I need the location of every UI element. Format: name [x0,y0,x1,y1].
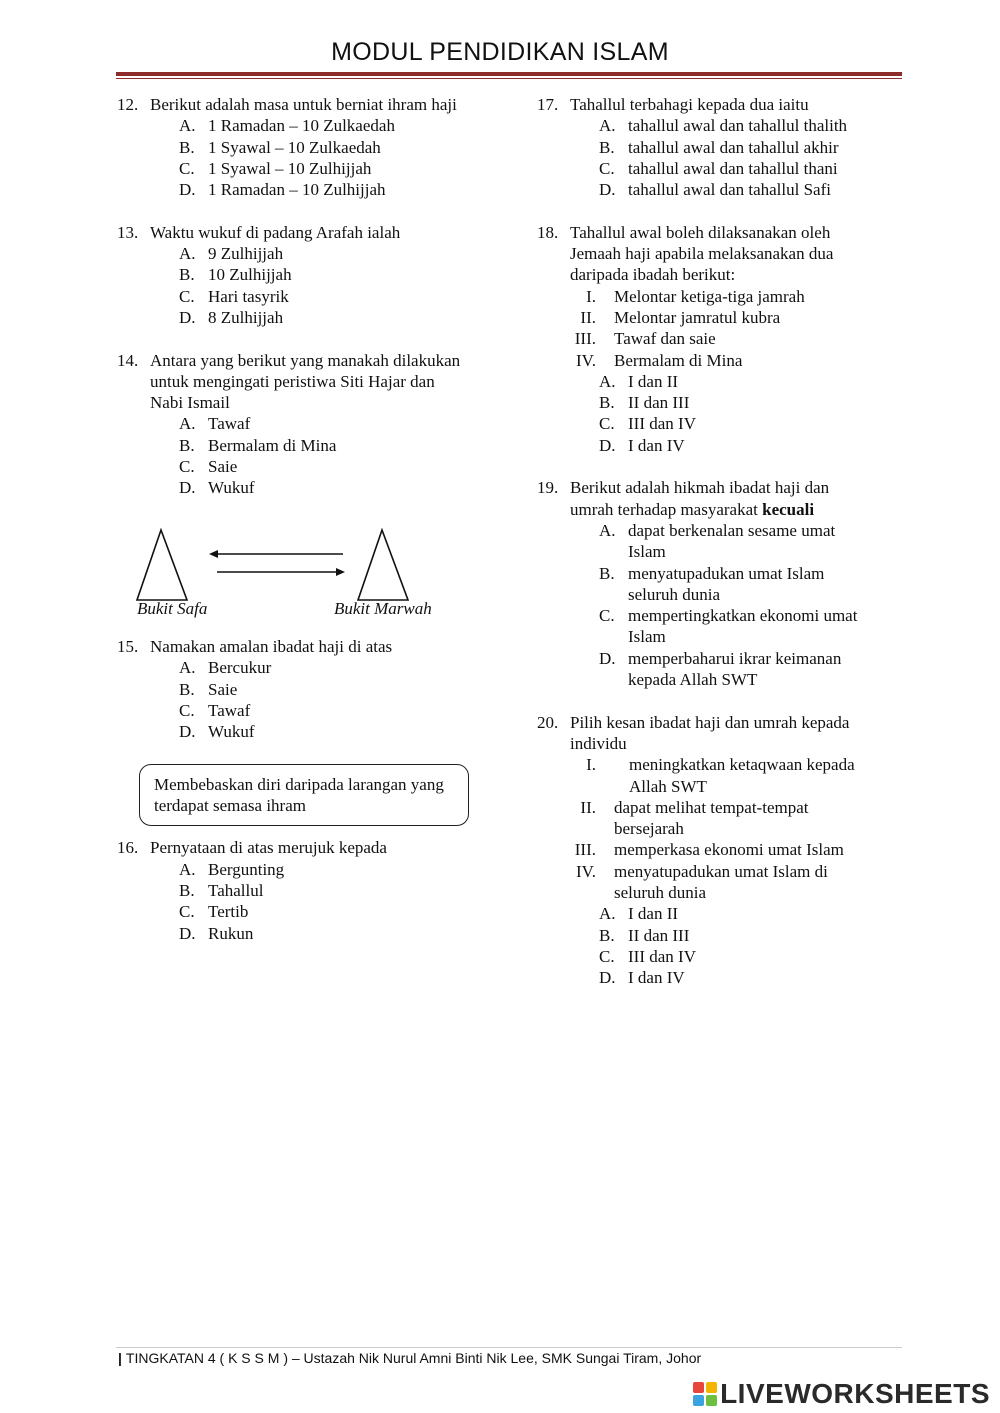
question-text: Waktu wukuf di padang Arafah ialah [150,222,401,242]
option[interactable]: B. II dan III [599,393,690,413]
option[interactable]: C. 1 Syawal – 10 Zulhijjah [179,158,372,178]
header-rule-thin [116,78,902,79]
option[interactable]: D. I dan IV [599,968,685,988]
question-20: 20. Pilih kesan ibadat haji dan umrah kepada individu I. meningkatkan ketaqwaan kepada Allah SWT II. dapat melihat tempat-tempat bersejarah III. memperkasa ekonomi umat Islam IV. menyatupadukan umat Islam di seluruh dunia A. I dan II B. II dan III C. III dan IV D. I dan IV [537,712,887,989]
emphasis-kecuali: kecuali [762,499,815,519]
footer [118,1350,701,1366]
option[interactable]: A. I dan II [599,904,679,924]
bukit-safa-label: Bukit Safa [137,598,208,618]
question-13: 13. Waktu wukuf di padang Arafah ialah A. 9 Zulhijjah B. 10 Zulhijjah C. Hari tasyrik D. 8 Zulhijjah [117,222,477,328]
header-rule [116,72,902,76]
option[interactable]: C. III dan IV [599,414,696,434]
diagram-svg [117,520,447,610]
question-text: Namakan amalan ibadat haji di atas [150,636,393,656]
arrow-left-head [209,550,218,558]
option[interactable]: A. dapat berkenalan sesame umat Islam [599,520,836,562]
option[interactable]: C. Tertib [179,902,249,922]
statement-item: III. Tawaf dan saie [574,329,716,349]
liveworksheets-logo-icon [693,1382,717,1406]
bukit-marwah-label: Bukit Marwah [334,598,432,618]
question-text: Tahallul awal boleh dilaksanakan oleh Jemaah haji apabila melaksanakan dua daripada ibadah berikut: [570,222,834,285]
option[interactable]: C. Hari tasyrik [179,286,289,306]
question-text: Berikut adalah masa untuk berniat ihram haji [150,95,457,114]
footer-pipe: | [118,1350,122,1366]
safa-marwah-diagram [117,520,447,626]
option[interactable]: B. menyatupadukan umat Islam seluruh dunia [599,563,825,604]
brand-text: LIVEWORKSHEETS [720,1378,990,1409]
option[interactable]: B. Tahallul [179,880,264,900]
question-text: Pernyataan di atas merujuk kepada [150,838,387,858]
question-text: Tahallul terbahagi kepada dua iaitu [570,95,809,114]
page-title: MODUL PENDIDIKAN ISLAM [331,38,669,66]
option[interactable]: C. III dan IV [599,946,696,966]
option[interactable]: D. 1 Ramadan – 10 Zulhijjah [179,180,386,200]
question-15: 15. Namakan amalan ibadat haji di atas A. Bercukur B. Saie C. Tawaf D. Wukuf [117,636,477,742]
statement-box: Membebaskan diri daripada larangan yang terdapat semasa ihram [139,764,469,827]
question-18: 18. Tahallul awal boleh dilaksanakan oleh Jemaah haji apabila melaksanakan dua daripada ibadah berikut: I. Melontar ketiga-tiga jamrah II. Melontar jamratul kubra III. Tawaf dan saie IV. Bermalam di Mina A. I dan II B. II dan III C. III dan IV D. I dan IV [537,222,887,456]
statement-item: I. meningkatkan ketaqwaan kepada Allah SWT [586,755,855,796]
bukit-marwah-triangle [358,530,408,600]
option[interactable]: D. memperbaharui ikrar keimanan kepada Allah SWT [599,648,842,690]
option[interactable]: A. tahallul awal dan tahallul thalith [599,116,848,136]
question-text: Berikut adalah hikmah ibadat haji dan umrah terhadap masyarakat kecuali [570,478,830,519]
right-column [537,94,887,1010]
option[interactable]: C. mempertingkatkan ekonomi umat Islam [599,606,858,647]
option[interactable]: B. Bermalam di Mina [179,435,337,455]
option[interactable]: A. 9 Zulhijjah [179,244,284,264]
option[interactable]: D. I dan IV [599,435,685,455]
question-text: Antara yang berikut yang manakah dilakukan untuk mengingati peristiwa Siti Hajar dan Nabi Ismail [150,350,461,413]
question-14: 14. Antara yang berikut yang manakah dilakukan untuk mengingati peristiwa Siti Hajar dan Nabi Ismail A. Tawaf B. Bermalam di Mina C. Saie D. Wukuf [117,350,477,499]
statement-item: III. memperkasa ekonomi umat Islam [574,840,844,860]
option[interactable]: A. Bercukur [179,658,272,678]
option[interactable]: B. tahallul awal dan tahallul akhir [599,137,839,157]
statement-item: I. Melontar ketiga-tiga jamrah [586,286,805,306]
question-19: 19. Berikut adalah hikmah ibadat haji dan umrah terhadap masyarakat kecuali A. dapat berkenalan sesame umat Islam B. menyatupadukan umat Islam seluruh dunia C. mempertingkatkan ekonomi umat Islam D. memperbaharui ikrar keimanan kepada Allah SWT [537,477,887,690]
option[interactable]: D. Wukuf [179,478,255,498]
question-16: 16. Pernyataan di atas merujuk kepada A. Bergunting B. Tahallul C. Tertib D. Rukun [117,837,477,943]
option[interactable]: B. Saie [179,679,238,699]
option[interactable]: A. Tawaf [179,414,251,434]
option[interactable]: C. tahallul awal dan tahallul thani [599,158,838,178]
option[interactable]: D. Wukuf [179,722,255,742]
option[interactable]: B. 1 Syawal – 10 Zulkaedah [179,137,381,157]
option[interactable]: D. tahallul awal dan tahallul Safi [599,180,831,200]
statement-item: IV. Bermalam di Mina [576,350,743,370]
option[interactable]: A. Bergunting [179,859,285,879]
question-text: Pilih kesan ibadat haji dan umrah kepada individu [570,712,850,753]
option[interactable]: A. 1 Ramadan – 10 Zulkaedah [179,116,395,136]
question-17: 17. Tahallul terbahagi kepada dua iaitu A. tahallul awal dan tahallul thalith B. tahallul awal dan tahallul akhir C. tahallul awal dan tahallul thani D. tahallul awal dan tahallul Safi [537,94,887,200]
statement-item: IV. menyatupadukan umat Islam di seluruh dunia [576,861,828,902]
statement-item: II. dapat melihat tempat-tempat bersejarah [580,797,809,839]
option[interactable]: D. Rukun [179,923,254,943]
bukit-safa-triangle [137,530,187,600]
option[interactable]: B. II dan III [599,925,690,945]
footer-text: TINGKATAN 4 ( K S S M ) – Ustazah Nik Nurul Amni Binti Nik Lee, SMK Sungai Tiram, Johor [125,1350,702,1366]
liveworksheets-brand[interactable] [693,1378,990,1410]
option[interactable]: A. I dan II [599,371,679,391]
question-12: 12. Berikut adalah masa untuk berniat ihram haji A. 1 Ramadan – 10 Zulkaedah B. 1 Syawal – 10 Zulkaedah C. 1 Syawal – 10 Zulhijjah D. 1 Ramadan – 10 Zulhijjah [117,94,477,200]
option[interactable]: C. Tawaf [179,700,251,720]
option[interactable]: D. 8 Zulhijjah [179,307,284,327]
option[interactable]: B. 10 Zulhijjah [179,265,292,285]
statement-item: II. Melontar jamratul kubra [580,307,781,327]
left-column [117,94,477,965]
arrow-right-head [336,568,345,576]
option[interactable]: C. Saie [179,457,238,477]
footer-rule [116,1347,902,1348]
